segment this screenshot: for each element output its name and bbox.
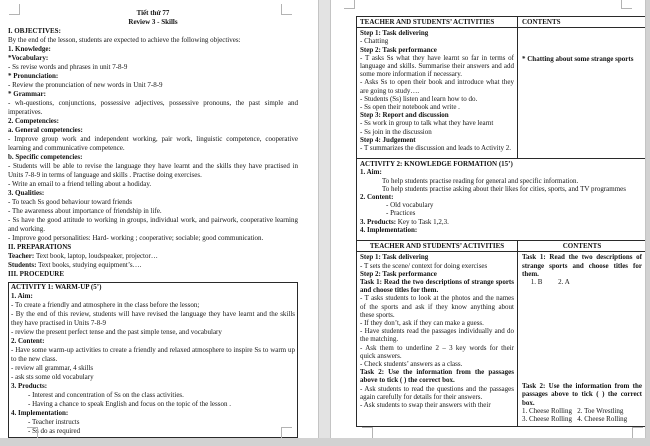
doc-paragraph: - Ask students to read the questions and the passages again carefully for details for their answers. — [360, 384, 514, 401]
doc-paragraph: - review the present perfect tense and the past simple tense, and vocabulary — [11, 328, 222, 336]
doc-paragraph: - Have some warm-up activities to create a friendly and relaxed atmosphere to inspire Ss to warm up to the new class. — [11, 346, 295, 363]
table-1-contents-cell — [518, 28, 645, 158]
doc-paragraph: 1. Cheese Rolling 2. Toe Wrestling — [522, 406, 624, 415]
doc-paragraph: To help students practise asking about their likes for cities, sports, and TV programmes — [382, 184, 627, 193]
page-1 — [0, 0, 318, 438]
procedure-table — [356, 16, 646, 427]
workspace-right-edge — [645, 0, 650, 438]
doc-paragraph: By the end of the lesson, students are expected to achieve the following objectives: — [8, 36, 241, 44]
doc-paragraph: Step 4: Judgement — [360, 135, 416, 144]
doc-paragraph: 1. B 2. A — [522, 278, 570, 287]
doc-paragraph: 1. Knowledge: — [8, 45, 51, 53]
doc-paragraph: Step 1: Task delivering — [360, 29, 429, 38]
doc-paragraph: - Ss join in the discussion — [360, 127, 432, 136]
doc-paragraph: Teacher: Text book, laptop, loudspeaker, projector… — [8, 252, 158, 260]
doc-paragraph: - Students will be able to revise the language they have learnt and the skills they have practised in Units 7-8-9 in terms of language and skills . Practise doing exercises. — [8, 162, 298, 179]
table-1-content-row — [357, 28, 645, 159]
doc-paragraph: - Write an email to a friend telling about a hodiday. — [8, 180, 152, 188]
crop-mark — [27, 427, 38, 438]
crop-mark — [362, 427, 373, 438]
doc-paragraph: - Ask students to swap their answers with their — [360, 401, 491, 410]
doc-paragraph: - Have students read the passages individually and do the matching. — [360, 327, 514, 344]
doc-paragraph: II. PREPARATIONS — [8, 243, 72, 251]
doc-paragraph: - Ss work in group to talk what they have learnt — [360, 119, 494, 128]
doc-paragraph: 3. Qualities: — [8, 189, 45, 197]
doc-paragraph: - wh-questions, conjunctions, possessive adjectives, possessive pronouns, the past simple and imperatives. — [8, 99, 298, 116]
doc-paragraph: Step 1: Task delivering — [360, 253, 429, 262]
activity-2-section — [357, 159, 645, 241]
doc-paragraph: - Improve good personalities: Hard- working ; cooperative; sociable; good communication. — [8, 234, 264, 242]
crop-mark — [281, 4, 292, 15]
doc-paragraph: - Ask them to underline 2 – 3 key words for their quick answers. — [360, 343, 514, 360]
doc-paragraph: - Review the pronunciation of new words in Unit 7-8-9 — [8, 81, 163, 89]
doc-paragraph: - Chatting — [360, 37, 389, 46]
doc-paragraph: - Check students’ answers as a class. — [360, 360, 463, 369]
doc-paragraph: * Chatting about some strange sports — [522, 55, 634, 64]
doc-paragraph: Students: Text books, studying equipment’s…. — [8, 261, 142, 269]
table-2-header-contents: CONTENTS — [562, 242, 602, 251]
doc-paragraph: - Improve group work and independent working, pair work, linguistic competence, cooperative learning and communicative competence. — [8, 135, 298, 152]
table-2-content-row — [357, 252, 645, 426]
doc-paragraph: b. Specific competencies: — [8, 153, 83, 161]
doc-paragraph: Step 2: Task performance — [360, 269, 437, 278]
crop-mark — [621, 0, 632, 9]
doc-paragraph: - ask sts some old vocabulary — [11, 373, 94, 381]
doc-paragraph: - T sets the scene/ context for doing exercises — [360, 261, 488, 270]
doc-paragraph: ACTIVITY 2: KNOWLEDGE FORMATION (15’) — [360, 160, 513, 169]
table-1-activities-cell — [357, 28, 518, 158]
doc-paragraph: - Teacher instructs — [28, 418, 80, 426]
doc-paragraph: - Practices — [386, 209, 416, 218]
doc-paragraph: * Grammar: — [8, 90, 46, 98]
lesson-plan-body — [8, 9, 298, 279]
table-2-contents-cell — [518, 252, 645, 426]
table-1-header-contents: CONTENTS — [522, 18, 561, 26]
activity-1-box — [8, 282, 298, 438]
doc-paragraph: - Ss open their notebook and write . — [360, 103, 460, 112]
doc-paragraph: Task 1: Read the two descriptions of strange sports and choose titles for them. — [360, 278, 514, 295]
doc-paragraph: - Ss have the good attitude to working in groups, individual work, and pairwork, cooperative learning and working. — [8, 216, 298, 233]
doc-paragraph: - If they don’t, ask if they can make a guess. — [360, 319, 484, 328]
doc-paragraph: 4. Implementation: — [360, 225, 418, 234]
doc-paragraph: Review 3 - Skills — [128, 18, 178, 26]
doc-paragraph: - Old vocabulary — [386, 201, 434, 210]
doc-paragraph: 2. Competencies: — [8, 117, 59, 125]
doc-paragraph: - Ss revise words and phrases in unit 7-8-9 — [8, 63, 128, 71]
doc-paragraph: Task 2: Use the information from the passages above to tick ( ) the correct box. — [522, 382, 642, 407]
doc-paragraph: Step 2: Task performance — [360, 45, 437, 54]
doc-paragraph: Step 3: Report and discussion — [360, 111, 449, 120]
doc-paragraph: *Vocabulary: — [8, 54, 49, 62]
doc-paragraph: 2. Content: — [360, 193, 394, 202]
doc-paragraph: - T asks students to look at the photos and the names of the sports and ask if they know anything about these sports. — [360, 294, 514, 319]
doc-paragraph: I. OBJECTIVES: — [8, 27, 61, 35]
doc-paragraph: - Having a chance to speak English and focus on the topic of the lesson . — [28, 400, 231, 408]
doc-paragraph: - To teach Ss good behaviour toward friends — [8, 198, 132, 206]
table-1-header-activities: TEACHER AND STUDENTS’ ACTIVITIES — [357, 17, 518, 27]
doc-paragraph: Task 1: Read the two descriptions of strange sports and choose titles for them. — [522, 253, 642, 278]
page-gap — [318, 0, 331, 438]
doc-paragraph: 4. Implementation: — [11, 409, 69, 417]
table-1-header-row — [357, 17, 645, 28]
doc-paragraph: - T summarizes the discussion and leads to Activity 2. — [360, 144, 511, 153]
doc-paragraph: - By the end of this review, students will have revised the language they have learnt and the skills they have practised in Units 7-8-9 — [11, 310, 295, 327]
doc-paragraph: III. PROCEDURE — [8, 270, 65, 278]
doc-paragraph: Tiết thứ 77 — [136, 9, 170, 17]
doc-paragraph: - T asks Ss what they have learnt so far in terms of language and skills. Summarise their answers and add some more information if necessary. — [360, 53, 514, 79]
crop-mark — [632, 427, 643, 438]
doc-paragraph: 3. Products: Key to Task 1,2,3. — [360, 217, 449, 226]
doc-paragraph: Task 2: Use the information from the passages above to tick ( ) the correct box. — [360, 368, 514, 385]
doc-paragraph: 3. Cheese Rolling 4. Cheese Rolling — [522, 415, 628, 424]
doc-paragraph: - To create a friendly and atmosphere in the class before the lesson; — [11, 301, 200, 309]
doc-paragraph: To help students practise reading for general and specific information. — [382, 176, 579, 185]
doc-paragraph: a. General competencies: — [8, 126, 83, 134]
table-2-activities-cell — [357, 252, 518, 426]
table-2-header-row — [357, 241, 645, 252]
doc-paragraph: - Asks Ss to open their book and introduce what they are going to study…. — [360, 78, 514, 95]
doc-paragraph: 2. Content: — [11, 337, 45, 345]
page-2 — [331, 0, 646, 438]
crop-mark — [9, 4, 20, 15]
page-2-text-area — [356, 16, 646, 427]
doc-paragraph: - review all grammar, 4 skills — [11, 364, 94, 372]
doc-paragraph: - Students (Ss) listen and learn how to do. — [360, 94, 478, 103]
doc-paragraph: 1. Aim: — [11, 292, 33, 300]
table-2-header-activities: TEACHER AND STUDENTS’ ACTIVITIES — [357, 241, 518, 251]
doc-paragraph: * Pronunciation: — [8, 72, 59, 80]
doc-paragraph: ACTIVITY 1: WARM-UP (5’) — [11, 283, 102, 291]
doc-paragraph: - Interest and concentration of Ss on the class activities. — [28, 391, 184, 399]
crop-mark — [281, 427, 292, 438]
doc-paragraph: - The awareness about importance of friendship in life. — [8, 207, 162, 215]
doc-paragraph: 1. Aim: — [360, 168, 382, 177]
page-1-text-area — [8, 9, 298, 438]
doc-paragraph: - Ss do as required — [28, 427, 81, 435]
crop-mark — [344, 0, 355, 9]
doc-paragraph: 3. Products: — [11, 382, 48, 390]
